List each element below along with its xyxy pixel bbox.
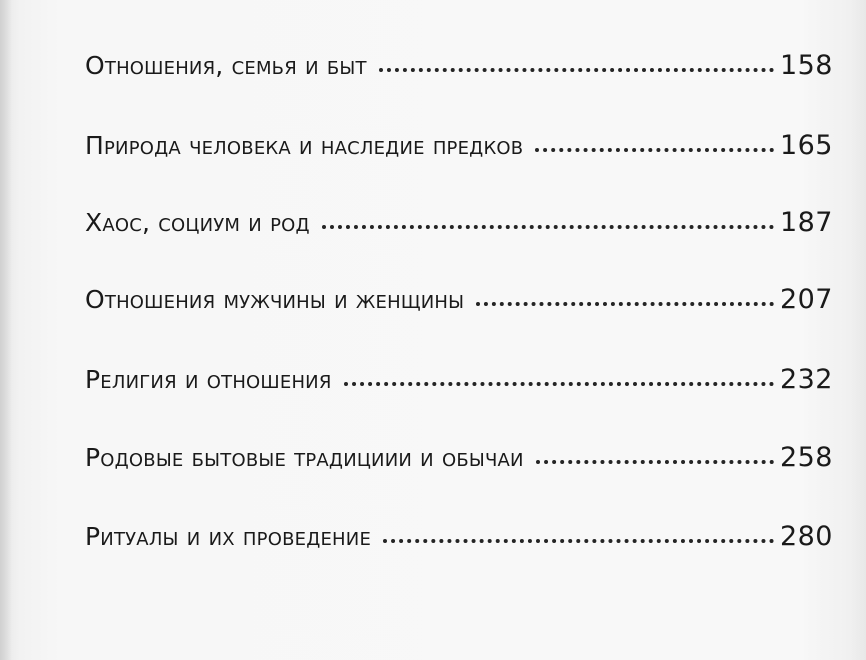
toc-entry-title: Хаос, социум и род [85,208,310,237]
toc-leader-dots [536,456,774,464]
toc-leader-dots [535,144,774,152]
page-edge-shadow [0,0,12,660]
toc-entry [85,207,833,247]
toc-leader-dots [476,298,774,306]
toc-entry [85,442,833,482]
toc-entry-title: Родовые бытовые традициии и обычаи [85,443,524,472]
toc-leader-dots [344,378,774,386]
toc-leader-dots [379,64,774,72]
toc-entry [85,364,833,404]
toc-entry-page: 207 [779,284,833,315]
toc-leader-dots [383,535,774,543]
toc-entry-page: 187 [779,207,833,238]
toc-entry-title: Отношения мужчины и женщины [85,285,465,314]
toc-entry-page: 165 [779,130,833,161]
toc-entry [85,130,833,170]
toc-entry-page: 158 [779,50,833,81]
toc-entry-title: Ритуалы и их проведение [85,522,372,551]
toc-entry-page: 258 [779,442,833,473]
toc-entry [85,284,833,324]
toc-entry-page: 232 [779,364,833,395]
toc-entry [85,50,833,90]
toc-leader-dots [322,221,774,229]
toc-entry [85,521,833,561]
toc-entry-title: Природа человека и наследие предков [85,131,524,160]
toc-entry-title: Отношения, семья и быт [85,51,367,80]
toc-entry-title: Религия и отношения [85,365,332,394]
toc-entry-page: 280 [779,521,833,552]
